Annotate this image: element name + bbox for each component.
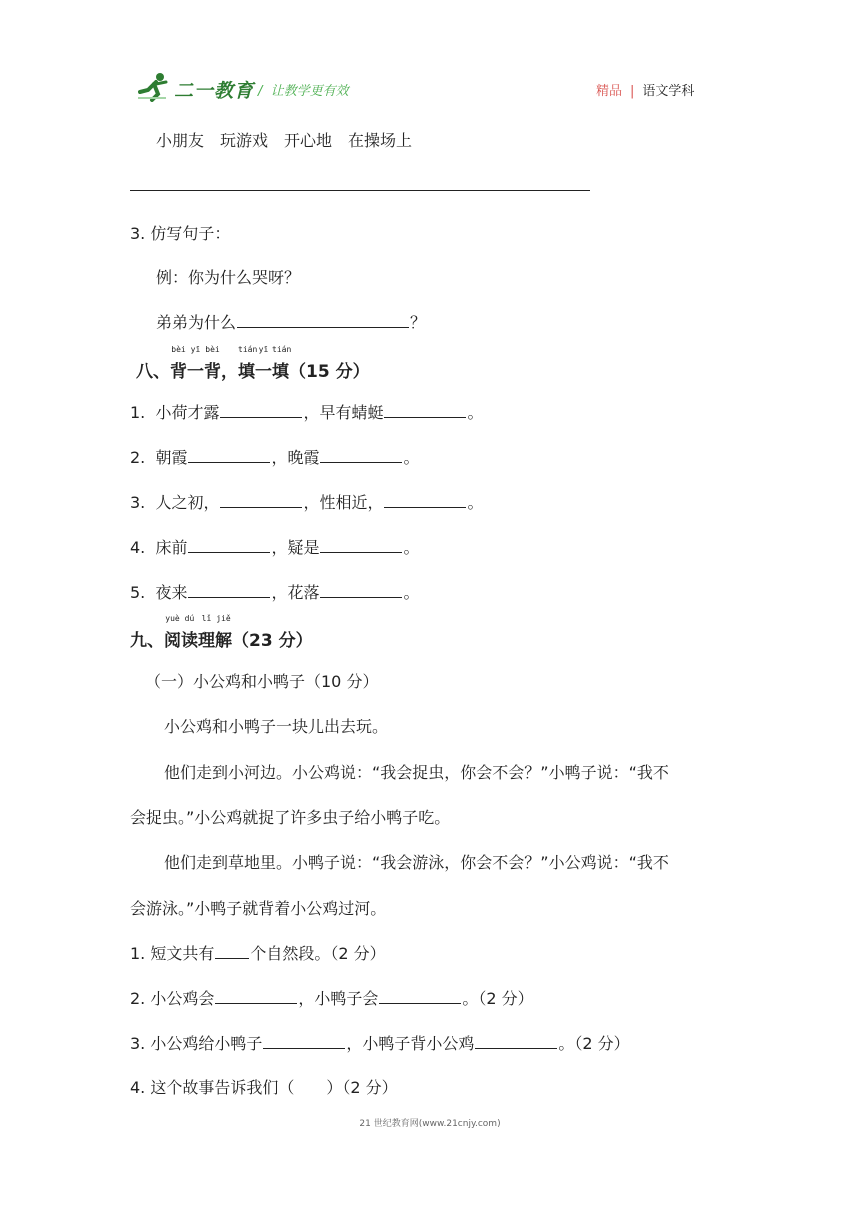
q3-example: 例：你为什么哭呀？ <box>156 268 301 287</box>
recite-item-3: 3. 人之初， ，性相近， 。 <box>130 489 483 513</box>
word-list: 小朋友 玩游戏 开心地 在操场上 <box>156 131 413 150</box>
logo-text: 二一教育 <box>174 80 255 102</box>
slogan-text: 让教学更有效 <box>270 84 349 99</box>
q3-title: 3. 仿写句子： <box>130 224 231 243</box>
slogan-separator: / <box>258 84 263 99</box>
brand-label <box>596 80 694 99</box>
section-8-heading: 八、 bèi 背 yī 一 bèi 背， tián 填 yī 一 tián 填（15 分） <box>136 345 370 382</box>
runner-logo-icon <box>136 72 172 102</box>
brand-separator: | <box>630 84 635 99</box>
answer-line <box>130 190 590 191</box>
reading-q1: 1. 短文共有 个自然段。（2 分） <box>130 940 386 964</box>
passage-para-1: 小公鸡和小鸭子一块儿出去玩。 <box>164 717 389 736</box>
section-9-heading: 九、 yuè 阅 dú 读 lǐ 理 jiě 解（23 分） <box>130 614 313 651</box>
footer: 21 世纪教育网(www.21cnjy.com) <box>359 1119 501 1129</box>
q3-blank <box>237 309 409 328</box>
recite-item-1: 1. 小荷才露 ，早有蜻蜓 。 <box>130 399 483 423</box>
q3-end: ？ <box>410 313 427 332</box>
q3-prompt: 弟弟为什么 <box>156 313 237 332</box>
reading-q3: 3. 小公鸡给小鸭子 ，小鸭子背小公鸡 。（2 分） <box>130 1030 630 1054</box>
brand-left: 精品 <box>596 84 623 99</box>
passage-para-2b: 会捉虫。”小公鸡就捉了许多虫子给小鸭子吃。 <box>130 808 451 827</box>
slogan <box>258 80 349 99</box>
recite-item-5: 5. 夜来 ，花落 。 <box>130 579 419 603</box>
passage-title: （一）小公鸡和小鸭子（10 分） <box>145 672 379 691</box>
q3-prompt-line <box>156 309 426 333</box>
recite-item-4: 4. 床前 ，疑是 。 <box>130 534 419 558</box>
reading-q2: 2. 小公鸡会 ，小鸭子会 。（2 分） <box>130 985 534 1009</box>
passage-para-3b: 会游泳。”小鸭子就背着小公鸡过河。 <box>130 899 387 918</box>
reading-q4: 4. 这个故事告诉我们（ ）（2 分） <box>130 1078 398 1097</box>
passage-para-2a: 他们走到小河边。小公鸡说：“我会捉虫，你会不会？”小鸭子说：“我不 <box>164 763 669 782</box>
brand-right: 语文学科 <box>642 84 695 99</box>
recite-item-2: 2. 朝霞 ，晚霞 。 <box>130 444 419 468</box>
passage-para-3a: 他们走到草地里。小鸭子说：“我会游泳，你会不会？”小公鸡说：“我不 <box>164 853 669 872</box>
